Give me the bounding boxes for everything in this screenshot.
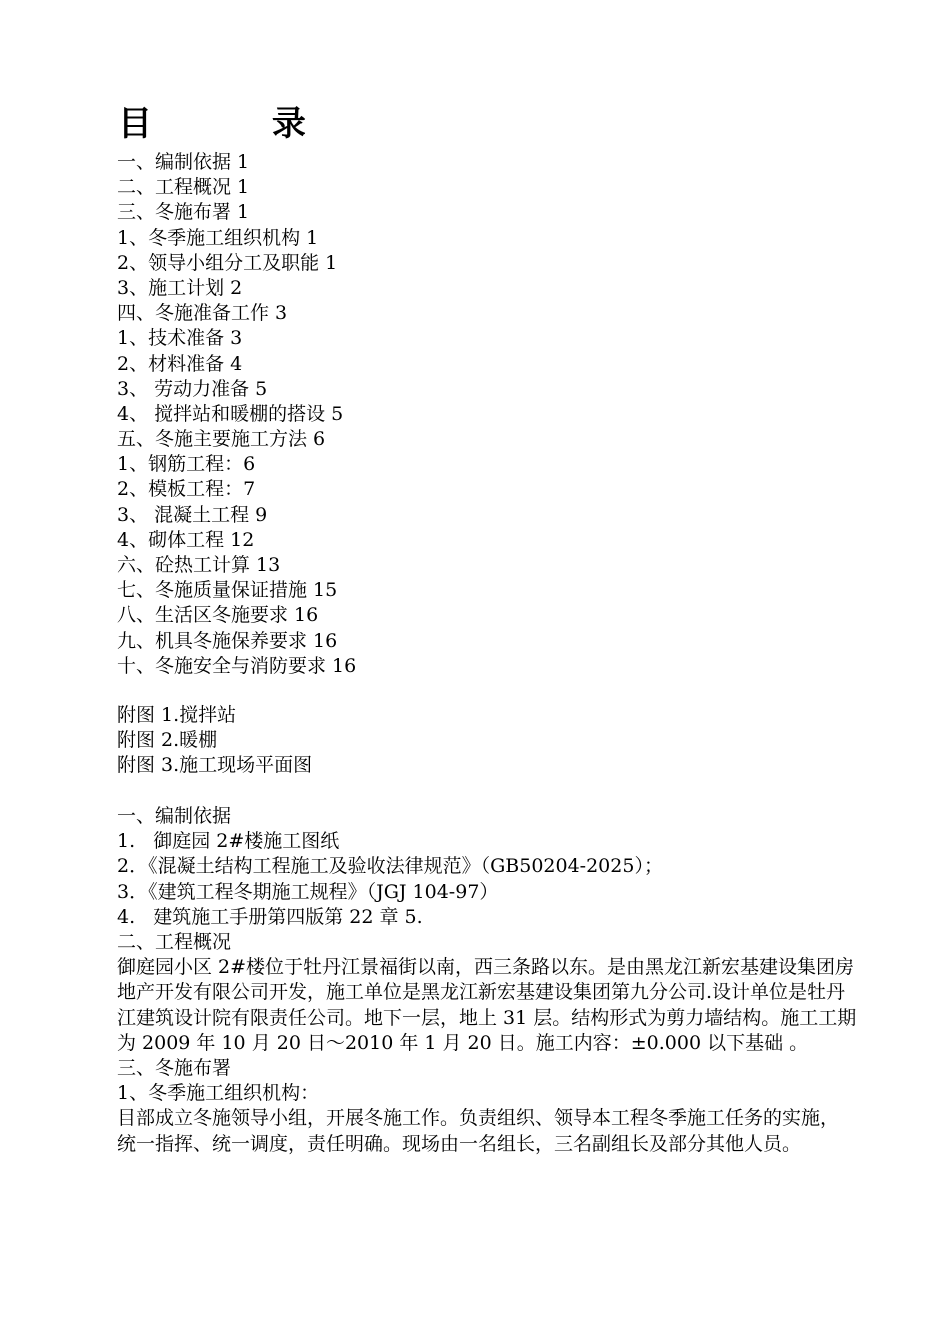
toc-entry: 1、技术准备 3 (117, 327, 243, 350)
toc-entry: 七、冬施质量保证措施 15 (117, 579, 338, 602)
project-overview-paragraph: 御庭园小区 2#楼位于牡丹江景福街以南，西三条路以东。是由黑龙江新宏基建设集团房地产开发有限公司开发，施工单位是黑龙江新宏基建设集团第九分公司.设计单位是牡丹江建筑设计院有限责任公司。地下一层，地上 31 层。结构形式为剪力墙结构。施工工期为 2009 年 10 月 20 日～2010 年 1 月 20 日。施工内容：±0.000 以下基础 。 (117, 956, 857, 1054)
toc-entry: 3、 劳动力准备 5 (117, 377, 268, 400)
section-heading: 二、工程概况 (117, 930, 232, 953)
table-of-contents (117, 150, 897, 679)
toc-entry: 1、冬季施工组织机构 1 (117, 226, 319, 249)
section-heading: 三、冬施布署 (117, 1056, 232, 1079)
toc-entry: 十、冬施安全与消防要求 16 (117, 654, 357, 677)
appendix-item: 附图 1.搅拌站 (117, 704, 237, 726)
toc-entry: 2、领导小组分工及职能 1 (117, 251, 338, 274)
appendix-item: 附图 3.施工现场平面图 (117, 754, 313, 777)
section-heading: 一、编制依据 (117, 805, 232, 827)
toc-entry: 四、冬施准备工作 3 (117, 302, 288, 325)
toc-entry: 二、工程概况 1 (117, 176, 250, 199)
toc-entry: 三、冬施布署 1 (117, 201, 250, 224)
toc-entry: 九、机具冬施保养要求 16 (117, 629, 338, 652)
toc-entry: 八、生活区冬施要求 16 (117, 604, 319, 627)
subsection-heading: 1、冬季施工组织机构： (117, 1082, 320, 1105)
reference-item: 4. 建筑施工手册第四版第 22 章 5. (117, 905, 423, 928)
reference-item: 3．《建筑工程冬期施工规程》（JGJ 104-97） (117, 880, 499, 903)
toc-entry: 一、编制依据 1 (117, 151, 250, 173)
toc-entry: 4、 搅拌站和暖棚的搭设 5 (117, 402, 344, 425)
toc-entry: 1、钢筋工程：6 (117, 453, 256, 476)
toc-entry: 六、砼热工计算 13 (117, 554, 281, 576)
toc-entry: 3、 混凝土工程 9 (117, 503, 268, 526)
reference-item: 2．《混凝土结构工程施工及验收法律规范》（GB50204-2025）； (117, 855, 663, 878)
toc-entry: 五、冬施主要施工方法 6 (117, 428, 326, 451)
organization-paragraph: 目部成立冬施领导小组，开展冬施工作。负责组织、领导本工程冬季施工任务的实施，统一指挥、统一调度，责任明确。现场由一名组长，三名副组长及部分其他人员。 (117, 1107, 840, 1155)
toc-title: 目 录 (118, 104, 360, 144)
appendix-item: 附图 2.暖棚 (117, 729, 218, 752)
toc-entry: 2、材料准备 4 (117, 352, 243, 375)
toc-entry: 4、砌体工程 12 (117, 528, 255, 551)
reference-item: 1. 御庭园 2#楼施工图纸 (117, 830, 340, 853)
toc-entry: 2、模板工程：7 (117, 478, 256, 501)
document-body (117, 804, 857, 1157)
toc-entry: 3、施工计划 2 (117, 276, 243, 299)
appendix-list (117, 703, 897, 779)
